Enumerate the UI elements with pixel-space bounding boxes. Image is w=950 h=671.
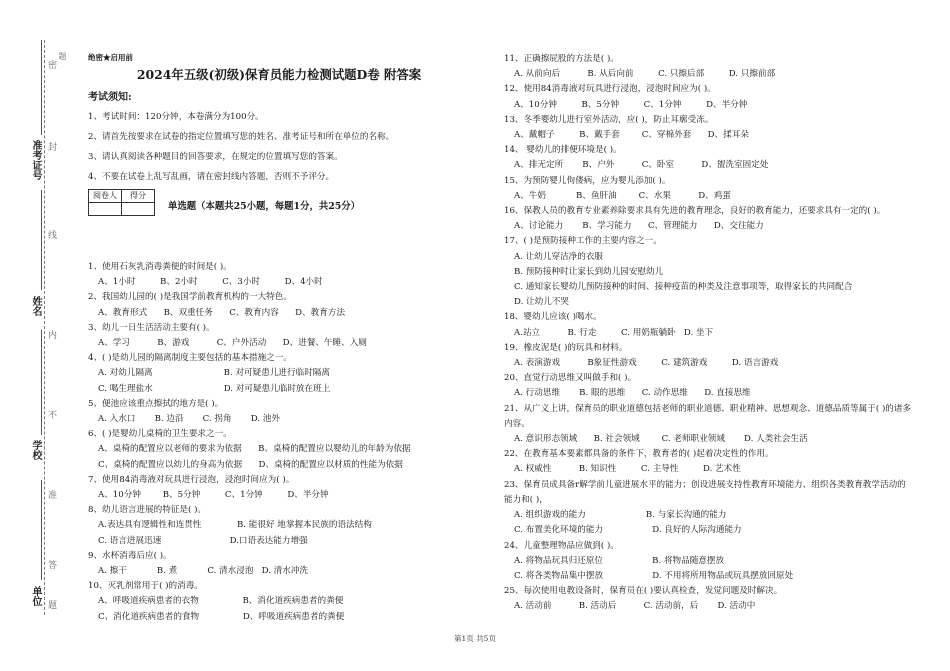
notice-item: 1、考试时间：120分钟，本卷满分为100分。 bbox=[88, 112, 264, 122]
seal-mark: 线 bbox=[46, 230, 56, 239]
question-text: 6、( )是婴幼儿桌椅的卫生要求之一。 bbox=[88, 429, 232, 440]
answer-options: C. 将各类物品集中摆放 D. 不用将所用物品或玩具摆放回原处 bbox=[514, 570, 794, 581]
right-column bbox=[504, 52, 914, 615]
score-header-score: 得分 bbox=[122, 190, 155, 203]
binding-margin bbox=[0, 0, 67, 671]
name-blank[interactable] bbox=[41, 190, 42, 290]
score-section bbox=[88, 189, 464, 233]
answer-options: C. 喝生理盐水 D. 对可疑患儿临时放在班上 bbox=[98, 383, 331, 394]
answer-options: A、教育形式 B、双重任务 C、教育内容 D、教育方法 bbox=[98, 307, 346, 318]
question-text: 8、幼儿语言进展的特征是( )。 bbox=[88, 505, 207, 516]
page-title: 2024年五级(初级)保育员能力检测试题D卷 附答案 bbox=[136, 67, 422, 82]
answer-options: B. 预防接种时让家长到幼儿园安慰幼儿 bbox=[514, 266, 664, 277]
answer-options: A、桌椅的配置应以老师的要求为依据 B、桌椅的配置应以婴幼儿的年龄为依据 bbox=[98, 444, 411, 455]
answer-options: A. 擦干 B. 煮 C. 清水浸泡 D. 清水冲洗 bbox=[98, 566, 309, 577]
answer-options: C、消化道疾病患者的食物 D、呼吸道疾病患者的粪便 bbox=[98, 611, 345, 622]
answer-options: C. 语言进展迅速 D.口语表达能力增强 bbox=[98, 535, 308, 546]
question-text: 3、幼儿一日生活活动主要有( )。 bbox=[88, 322, 215, 333]
answer-options: A、牛奶 B、鱼肝油 C、水果 D、鸡蛋 bbox=[514, 190, 731, 201]
question-text: 4、( )是幼儿园的隔离制度主要包括的基本措施之一。 bbox=[88, 353, 292, 364]
answer-options: C、桌椅的配置应以幼儿的身高为依据 D、桌椅的配置应以材质的性能为依据 bbox=[98, 459, 403, 470]
name-label: 姓名 bbox=[30, 296, 41, 316]
question-text: 11、正确擦屁股的方法是( )。 bbox=[504, 54, 619, 64]
answer-options: A、10分钟 B、5分钟 C、1分钟 D、半分钟 bbox=[514, 99, 748, 110]
question-list-left bbox=[88, 260, 464, 625]
score-cell[interactable] bbox=[122, 203, 155, 216]
question-text: 2、我国幼儿园的( )是我国学前教育机构的一大特色。 bbox=[88, 292, 292, 303]
margin-suffix: 题 bbox=[58, 52, 67, 60]
answer-options: D. 让幼儿不哭 bbox=[514, 297, 570, 308]
question-text: 5、便池应该重点擦拭的地方是( )。 bbox=[88, 398, 224, 409]
answer-options: A.站立 B. 行走 C. 用奶瓶躺卧 D. 坐下 bbox=[514, 327, 714, 338]
answer-options: C. 布置美化环境的能力 D. 良好的人际沟通能力 bbox=[514, 525, 742, 536]
question-text: 9、水杯消毒后应( )。 bbox=[88, 550, 172, 561]
answer-options: A.表达具有逻辑性和连贯性 B. 能很好 地掌握本民族的语法结构 bbox=[98, 520, 372, 531]
answer-options: A. 从前向后 B. 从后向前 C. 只擦后部 D. 只擦前部 bbox=[514, 69, 776, 80]
answer-options: A. 入水口 B. 边沿 C. 拐角 D. 池外 bbox=[98, 414, 280, 425]
answer-options: A. 让幼儿穿洁净的衣服 bbox=[514, 251, 604, 262]
seal-mark: 内 bbox=[46, 330, 56, 339]
answer-options: A. 意识形态领域 B. 社会领域 C. 老师职业领域 D. 人类社会生活 bbox=[514, 434, 808, 445]
exam-number-blank[interactable] bbox=[41, 40, 42, 135]
answer-options: A. 活动前 B. 活动后 C. 活动前，后 D. 活动中 bbox=[514, 601, 756, 612]
unit-blank[interactable] bbox=[41, 480, 42, 580]
school-blank[interactable] bbox=[41, 330, 42, 435]
question-text: 16、保教人员的教育专业素养除要求具有先进的教育理念，良好的教育能力，还要求具有一定的( )。 bbox=[504, 206, 886, 217]
unit-label: 单位 bbox=[30, 586, 41, 606]
answer-options: A. 表演游戏 B象征性游戏 C. 建筑游戏 D. 语言游戏 bbox=[514, 358, 779, 369]
seal-mark: 题 bbox=[46, 600, 56, 609]
notice-item: 3、请认真阅读各种题目的回答要求，在规定的位置填写您的答案。 bbox=[88, 152, 343, 162]
question-text: 22、在教育基本要素都具备的条件下，教育者的( )起着决定性的作用。 bbox=[504, 449, 774, 460]
score-header-grader: 阅卷人 bbox=[89, 190, 122, 203]
question-text: 20、直觉行动思维又叫做手和( )。 bbox=[504, 373, 637, 384]
question-text: 1、使用石灰乳消毒粪便的时间是( )。 bbox=[88, 262, 232, 272]
page-footer: 第1页 共5页 bbox=[454, 634, 496, 643]
question-text: 14、 婴幼儿的排便环境是( )。 bbox=[504, 145, 622, 156]
seal-line bbox=[44, 40, 45, 615]
question-text: 23、保育员成具备r解学前儿童进展水平的能力；创设进展支持性教育环境能力、组织各类教育教学活动的能力和( )， bbox=[504, 479, 906, 505]
question-text: 21、从广义上讲，保育员的职业道德包括老师的职业道德、职业精神、思想观念、道德品质等属于( )的诸多内容。 bbox=[504, 403, 912, 429]
notice-item: 4、不要在试卷上乱写乱画，请在密封线内答题，否则不予评分。 bbox=[88, 172, 335, 182]
seal-mark: 封 bbox=[46, 142, 56, 151]
question-text: 10、灭乳剂常用于( )的消毒。 bbox=[88, 581, 203, 592]
answer-options: A. 权威性 B. 知识性 C. 主导性 D. 艺术性 bbox=[514, 464, 741, 475]
question-text: 19、橡皮泥是( )的玩具和材料。 bbox=[504, 342, 628, 353]
notice-heading: 考试须知: bbox=[88, 92, 132, 103]
seal-mark: 不 bbox=[46, 410, 56, 419]
seal-mark: 答 bbox=[46, 560, 56, 569]
answer-options: A、10分钟 B、5分钟 C、1分钟 D、半分钟 bbox=[98, 490, 329, 501]
seal-mark: 准 bbox=[46, 490, 56, 499]
answer-options: A、讨论能力 B、学习能力 C、管理能力 D、交往能力 bbox=[514, 221, 764, 232]
secret-mark: 绝密★启用前 bbox=[88, 53, 133, 62]
question-text: 24、儿童整理物品应做到( )。 bbox=[504, 540, 619, 551]
question-text: 7、使用84消毒液对玩具进行浸泡，浸泡时间应为( )。 bbox=[88, 474, 295, 485]
question-text: 15、为预防婴儿佝偻病，应为婴儿添加( )。 bbox=[504, 175, 671, 186]
exam-number-label: 准考证号 bbox=[30, 140, 41, 180]
answer-options: A. 将物品玩具归还原位 B. 将物品随意摆放 bbox=[514, 555, 725, 566]
seal-mark: 密 bbox=[46, 60, 56, 69]
notice-item: 2、请首先按要求在试卷的指定位置填写您的姓名、准考证号和所在单位的名称。 bbox=[88, 132, 395, 142]
answer-options: A. 对幼儿隔离 B. 对可疑患儿进行临时隔离 bbox=[98, 368, 330, 379]
answer-options: A、学习 B、游戏 C、户外活动 D、进餐、午睡、入厕 bbox=[98, 338, 367, 349]
school-label: 学校 bbox=[30, 440, 41, 460]
left-column bbox=[88, 52, 464, 625]
question-text: 25、每次使用电教设备时，保育员在( )要认真检查，发觉问题及时解决。 bbox=[504, 586, 783, 597]
answer-options: A、戴帽子 B、戴手套 C、穿棉外套 D、揉耳朵 bbox=[514, 130, 749, 141]
question-list-right bbox=[504, 52, 914, 615]
question-text: 17、( )是预防接种工作的主要内容之一。 bbox=[504, 236, 662, 247]
question-text: 13、冬季婴幼儿进行室外活动，应( )，防止耳廓受冻。 bbox=[504, 114, 714, 125]
answer-options: A、呼吸道疾病患者的衣物 B、消化道疾病患者的粪便 bbox=[98, 596, 344, 607]
question-text: 12、使用84消毒液对玩具进行浸泡，浸泡时间应为( )。 bbox=[504, 84, 716, 95]
section-title: 单选题（本题共25小题，每题1分，共25分） bbox=[168, 201, 360, 212]
answer-options: C. 通知家长婴幼儿预防接种的时间、接种疫苗的种类及注意事项等，取得家长的共同配合 bbox=[514, 282, 853, 293]
answer-options: A. 组织游戏的能力 B. 与家长沟通的能力 bbox=[514, 510, 727, 521]
score-table bbox=[88, 189, 155, 216]
grader-cell[interactable] bbox=[89, 203, 122, 216]
answer-options: A. 行动思维 B. 眼的思维 C. 动作思维 D. 直接思维 bbox=[514, 388, 751, 399]
answer-options: A、排无定所 B、户外 C、卧室 D、盥洗室固定处 bbox=[514, 160, 769, 171]
question-text: 18、婴幼儿应该( )喝水。 bbox=[504, 312, 602, 323]
answer-options: A、1小时 B、2小时 C、3小时 D、4小时 bbox=[98, 277, 323, 288]
